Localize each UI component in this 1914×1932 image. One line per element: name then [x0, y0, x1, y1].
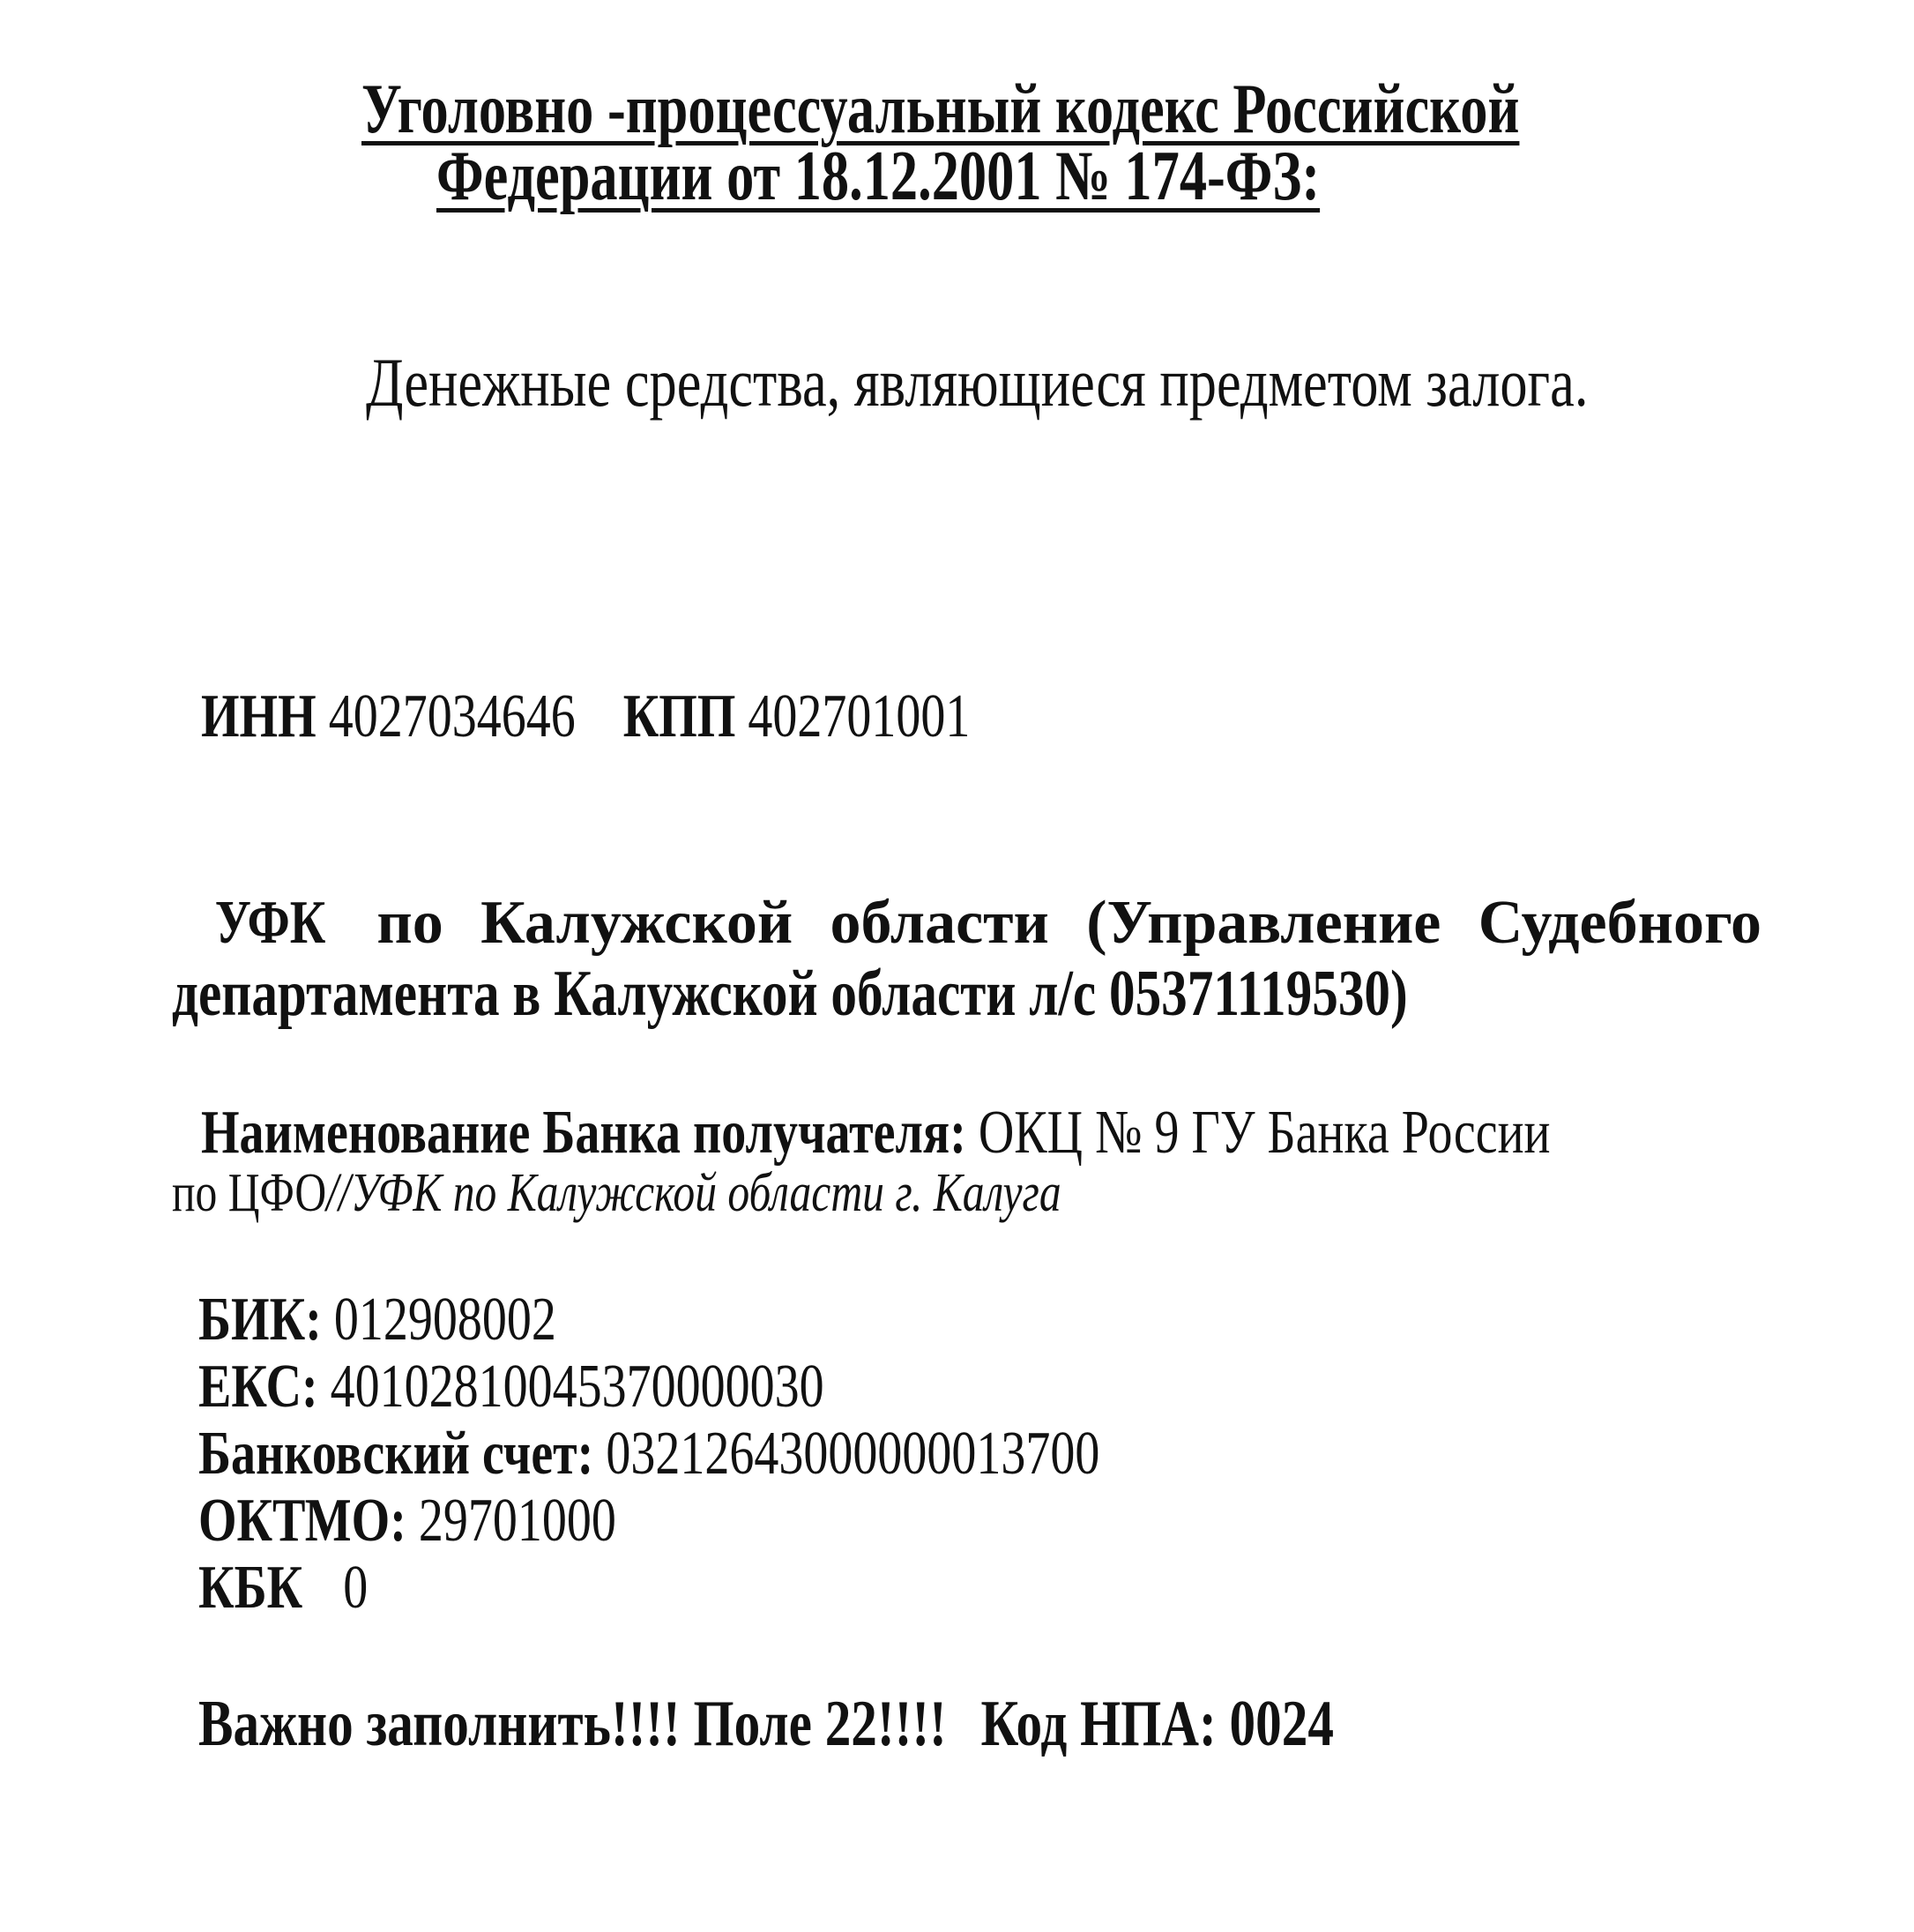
- bank-name-line-1: [201, 1099, 1551, 1167]
- detail-label: БИК:: [198, 1286, 322, 1354]
- bank-label: Наименование Банка получателя:: [201, 1099, 966, 1167]
- detail-eks: [198, 1353, 824, 1421]
- recipient-line-1: [201, 889, 1761, 957]
- inn-value: 4027034646: [328, 683, 576, 750]
- tax-ids-row: [201, 683, 971, 750]
- kpp-label: КПП: [622, 683, 736, 750]
- detail-oktmo: [198, 1487, 616, 1555]
- recipient-word: (Управление: [1086, 889, 1441, 957]
- recipient-word: УФК: [214, 889, 326, 957]
- recipient-word: по: [376, 889, 443, 957]
- detail-value: 40102810045370000030: [330, 1353, 824, 1421]
- recipient-word: области: [830, 889, 1049, 957]
- recipient-word: Судебного: [1478, 889, 1761, 957]
- detail-kbk: [198, 1554, 369, 1622]
- detail-bik: [198, 1286, 556, 1354]
- kpp-value: 402701001: [748, 683, 971, 750]
- detail-label: Банковский счет:: [198, 1420, 594, 1488]
- fill-notice: [198, 1688, 1334, 1760]
- detail-label: ЕКС:: [198, 1353, 318, 1421]
- document-subtitle: Денежные средства, являющиеся предметом залога.: [366, 344, 1589, 421]
- document-title-line-1: Уголовно -процессуальный кодекс Российской: [361, 71, 1520, 148]
- document-title-line-2: Федерации от 18.12.2001 № 174-ФЗ:: [436, 138, 1321, 215]
- detail-label: КБК: [198, 1554, 303, 1622]
- npa-value: 0024: [1229, 1688, 1334, 1760]
- detail-value: 012908002: [333, 1286, 556, 1354]
- bank-value-italic: //УФК по Калужской области г. Калуга: [326, 1163, 1061, 1223]
- detail-value: 0: [343, 1554, 369, 1622]
- detail-value: 29701000: [418, 1487, 616, 1555]
- bank-value-line-1: ОКЦ № 9 ГУ Банка России: [978, 1099, 1551, 1167]
- npa-label: Код НПА:: [980, 1688, 1217, 1760]
- bank-name-line-2: [172, 1163, 1061, 1223]
- recipient-word: Калужской: [480, 889, 793, 957]
- recipient-line-2: департамента в Калужской области л/с 05371119530): [172, 958, 1408, 1030]
- inn-label: ИНН: [201, 683, 317, 750]
- detail-value: 03212643000000013700: [606, 1420, 1100, 1488]
- bank-value-regular: по ЦФО: [172, 1163, 327, 1223]
- detail-bank-account: [198, 1420, 1100, 1488]
- detail-label: ОКТМО:: [198, 1487, 406, 1555]
- notice-warning: Важно заполнить!!!! Поле 22!!!!: [198, 1688, 947, 1760]
